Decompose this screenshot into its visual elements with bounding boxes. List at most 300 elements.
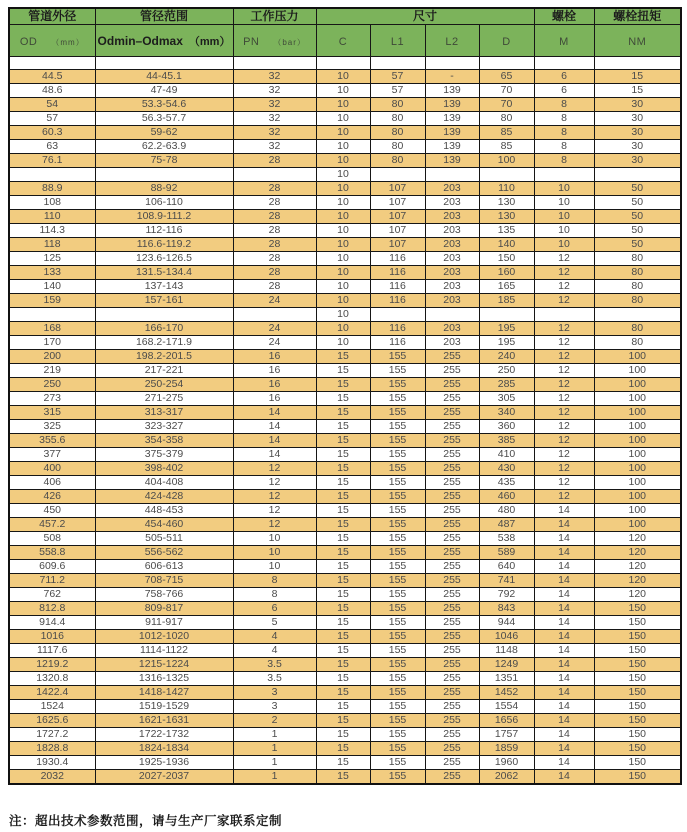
cell-od: 558.8 <box>9 546 95 560</box>
cell-pn: 28 <box>233 224 316 238</box>
cell-od-range: 1722-1732 <box>95 728 233 742</box>
cell-l2: 139 <box>425 154 479 168</box>
table-row <box>9 322 681 336</box>
cell-od: 377 <box>9 448 95 462</box>
cell-pn: 28 <box>233 182 316 196</box>
cell-l1: 116 <box>370 252 425 266</box>
cell-d <box>479 57 534 70</box>
header-d-label: D <box>502 35 511 48</box>
cell-m: 14 <box>534 686 594 700</box>
header-nm <box>594 25 681 57</box>
table-row <box>9 266 681 280</box>
cell-nm: 80 <box>594 252 681 266</box>
cell-od: 200 <box>9 350 95 364</box>
cell-od-range: 323-327 <box>95 420 233 434</box>
cell-l2: 255 <box>425 756 479 770</box>
cell-l1: 155 <box>370 672 425 686</box>
cell-od-range: 354-358 <box>95 434 233 448</box>
cell-od-range: 108.9-111.2 <box>95 210 233 224</box>
cell-od: 250 <box>9 378 95 392</box>
cell-m: 12 <box>534 434 594 448</box>
table-row <box>9 252 681 266</box>
cell-od: 1828.8 <box>9 742 95 756</box>
cell-nm: 100 <box>594 448 681 462</box>
cell-od: 118 <box>9 238 95 252</box>
cell-d: 944 <box>479 616 534 630</box>
header-c <box>316 25 370 57</box>
cell-od-range: 1215-1224 <box>95 658 233 672</box>
cell-c: 15 <box>316 686 370 700</box>
cell-od: 60.3 <box>9 126 95 140</box>
cell-pn: 16 <box>233 350 316 364</box>
cell-od-range: 47-49 <box>95 84 233 98</box>
cell-d: 1046 <box>479 630 534 644</box>
cell-od-range: 505-511 <box>95 532 233 546</box>
cell-l2: 255 <box>425 448 479 462</box>
cell-d: 150 <box>479 252 534 266</box>
cell-m: 12 <box>534 336 594 350</box>
cell-m: 8 <box>534 126 594 140</box>
cell-d: 1960 <box>479 756 534 770</box>
cell-l1: 155 <box>370 504 425 518</box>
cell-d: 305 <box>479 392 534 406</box>
cell-nm: 30 <box>594 126 681 140</box>
cell-c: 15 <box>316 756 370 770</box>
cell-l2: 255 <box>425 392 479 406</box>
cell-l1: 57 <box>370 84 425 98</box>
cell-l1: 155 <box>370 756 425 770</box>
cell-od: 76.1 <box>9 154 95 168</box>
cell-c: 15 <box>316 406 370 420</box>
cell-l2 <box>425 308 479 322</box>
table-row <box>9 84 681 98</box>
cell-m: 14 <box>534 644 594 658</box>
cell-pn: 12 <box>233 476 316 490</box>
cell-l1 <box>370 57 425 70</box>
cell-nm: 80 <box>594 336 681 350</box>
cell-l1: 155 <box>370 700 425 714</box>
cell-m: 10 <box>534 196 594 210</box>
cell-l2: 255 <box>425 770 479 785</box>
cell-pn: 24 <box>233 294 316 308</box>
cell-pn: 10 <box>233 546 316 560</box>
cell-nm: 120 <box>594 574 681 588</box>
cell-d: 85 <box>479 126 534 140</box>
cell-m: 12 <box>534 266 594 280</box>
cell-l1: 155 <box>370 574 425 588</box>
cell-pn: 28 <box>233 196 316 210</box>
table-row <box>9 574 681 588</box>
table-row <box>9 714 681 728</box>
cell-l2: 255 <box>425 742 479 756</box>
cell-od-range: 1925-1936 <box>95 756 233 770</box>
cell-c: 10 <box>316 308 370 322</box>
cell-pn: 10 <box>233 560 316 574</box>
cell-m: 14 <box>534 546 594 560</box>
cell-l1: 155 <box>370 378 425 392</box>
cell-d: 640 <box>479 560 534 574</box>
cell-nm: 150 <box>594 658 681 672</box>
table-row <box>9 700 681 714</box>
cell-od-range: 44-45.1 <box>95 70 233 84</box>
table-row <box>9 504 681 518</box>
cell-pn: 4 <box>233 644 316 658</box>
cell-l2: 255 <box>425 644 479 658</box>
cell-pn: 4 <box>233 630 316 644</box>
cell-l1: 116 <box>370 336 425 350</box>
table-row <box>9 308 681 322</box>
cell-pn: 28 <box>233 154 316 168</box>
cell-nm: 120 <box>594 588 681 602</box>
cell-l2: 255 <box>425 616 479 630</box>
header-group-dimensions: 尺寸 <box>316 8 534 25</box>
cell-pn: 28 <box>233 252 316 266</box>
cell-nm: 15 <box>594 70 681 84</box>
cell-l1: 116 <box>370 266 425 280</box>
header-nm-label: NM <box>628 35 647 48</box>
cell-m: 14 <box>534 504 594 518</box>
cell-d: 1757 <box>479 728 534 742</box>
cell-od: 812.8 <box>9 602 95 616</box>
table-row <box>9 112 681 126</box>
cell-m: 14 <box>534 588 594 602</box>
cell-c: 15 <box>316 448 370 462</box>
cell-od-range: 758-766 <box>95 588 233 602</box>
cell-pn: 1 <box>233 770 316 785</box>
cell-l2 <box>425 168 479 182</box>
cell-od-range: 606-613 <box>95 560 233 574</box>
table-row <box>9 518 681 532</box>
cell-od: 1016 <box>9 630 95 644</box>
cell-od: 325 <box>9 420 95 434</box>
cell-nm: 80 <box>594 322 681 336</box>
cell-d: 285 <box>479 378 534 392</box>
table-row <box>9 98 681 112</box>
cell-d: 130 <box>479 196 534 210</box>
cell-c: 15 <box>316 378 370 392</box>
cell-od-range: 59-62 <box>95 126 233 140</box>
cell-l1: 155 <box>370 532 425 546</box>
table-header <box>9 8 681 57</box>
cell-nm: 120 <box>594 532 681 546</box>
header-od <box>9 25 95 57</box>
cell-od-range: 809-817 <box>95 602 233 616</box>
cell-od-range: 1519-1529 <box>95 700 233 714</box>
table-row <box>9 224 681 238</box>
header-od-range-label: Odmin–Odmax <box>97 33 183 48</box>
cell-l1: 155 <box>370 630 425 644</box>
cell-c <box>316 57 370 70</box>
cell-c: 15 <box>316 700 370 714</box>
cell-l1: 155 <box>370 658 425 672</box>
cell-l1: 155 <box>370 602 425 616</box>
cell-od: 400 <box>9 462 95 476</box>
cell-m: 12 <box>534 448 594 462</box>
cell-c: 15 <box>316 420 370 434</box>
cell-c: 10 <box>316 294 370 308</box>
cell-od: 1117.6 <box>9 644 95 658</box>
cell-pn: 14 <box>233 406 316 420</box>
cell-od-range: 1621-1631 <box>95 714 233 728</box>
cell-nm: 30 <box>594 112 681 126</box>
cell-l2: 203 <box>425 266 479 280</box>
cell-od-range: 62.2-63.9 <box>95 140 233 154</box>
cell-od: 54 <box>9 98 95 112</box>
cell-m: 10 <box>534 182 594 196</box>
cell-d: 140 <box>479 238 534 252</box>
cell-pn: 1 <box>233 756 316 770</box>
cell-d: 460 <box>479 490 534 504</box>
cell-c: 15 <box>316 630 370 644</box>
cell-c: 10 <box>316 182 370 196</box>
cell-pn: 32 <box>233 126 316 140</box>
table-row <box>9 546 681 560</box>
cell-pn: 1 <box>233 742 316 756</box>
cell-pn: 12 <box>233 462 316 476</box>
cell-l2: 255 <box>425 518 479 532</box>
cell-l2: 139 <box>425 140 479 154</box>
cell-m: 14 <box>534 532 594 546</box>
cell-d: 843 <box>479 602 534 616</box>
cell-nm: 100 <box>594 518 681 532</box>
cell-od-range <box>95 57 233 70</box>
cell-od <box>9 57 95 70</box>
cell-od: 315 <box>9 406 95 420</box>
cell-l2: 139 <box>425 126 479 140</box>
cell-od: 711.2 <box>9 574 95 588</box>
cell-l1: 80 <box>370 112 425 126</box>
cell-m: 12 <box>534 462 594 476</box>
table-row <box>9 168 681 182</box>
cell-l2: 139 <box>425 98 479 112</box>
cell-od: 114.3 <box>9 224 95 238</box>
cell-m: 12 <box>534 364 594 378</box>
table-row <box>9 672 681 686</box>
cell-l1: 80 <box>370 140 425 154</box>
cell-c: 10 <box>316 112 370 126</box>
cell-c: 10 <box>316 266 370 280</box>
cell-nm: 50 <box>594 224 681 238</box>
cell-l1: 155 <box>370 490 425 504</box>
cell-od: 1320.8 <box>9 672 95 686</box>
table-row <box>9 686 681 700</box>
cell-m: 14 <box>534 714 594 728</box>
cell-l2: 203 <box>425 238 479 252</box>
cell-pn: 3.5 <box>233 672 316 686</box>
cell-pn <box>233 168 316 182</box>
table-row <box>9 182 681 196</box>
cell-c: 10 <box>316 238 370 252</box>
cell-l1: 155 <box>370 462 425 476</box>
cell-l2 <box>425 57 479 70</box>
table-row <box>9 742 681 756</box>
cell-l1: 155 <box>370 686 425 700</box>
header-l1 <box>370 25 425 57</box>
cell-od <box>9 168 95 182</box>
cell-l2: 203 <box>425 322 479 336</box>
cell-nm: 100 <box>594 476 681 490</box>
cell-c: 15 <box>316 770 370 785</box>
table-row <box>9 238 681 252</box>
cell-od-range: 448-453 <box>95 504 233 518</box>
cell-od: 914.4 <box>9 616 95 630</box>
cell-l1: 155 <box>370 476 425 490</box>
cell-c: 15 <box>316 644 370 658</box>
cell-od-range: 166-170 <box>95 322 233 336</box>
cell-l2: 255 <box>425 658 479 672</box>
cell-c: 15 <box>316 574 370 588</box>
cell-nm: 120 <box>594 546 681 560</box>
cell-l2: 255 <box>425 434 479 448</box>
cell-nm: 80 <box>594 294 681 308</box>
cell-m: 14 <box>534 756 594 770</box>
cell-m: 14 <box>534 742 594 756</box>
cell-c: 10 <box>316 210 370 224</box>
cell-l1: 155 <box>370 420 425 434</box>
cell-pn: 2 <box>233 714 316 728</box>
cell-c: 15 <box>316 658 370 672</box>
header-c-label: C <box>338 35 348 48</box>
cell-nm: 50 <box>594 182 681 196</box>
cell-l2: 255 <box>425 574 479 588</box>
cell-d: 70 <box>479 84 534 98</box>
header-group-row <box>9 8 681 25</box>
cell-d <box>479 308 534 322</box>
cell-m: 12 <box>534 252 594 266</box>
cell-c: 10 <box>316 224 370 238</box>
cell-od: 609.6 <box>9 560 95 574</box>
cell-nm: 150 <box>594 756 681 770</box>
cell-l2: 255 <box>425 504 479 518</box>
cell-d: 1859 <box>479 742 534 756</box>
cell-od-range <box>95 168 233 182</box>
header-group-bolt: 螺栓 <box>534 8 594 25</box>
cell-nm: 150 <box>594 770 681 785</box>
cell-l1: 107 <box>370 210 425 224</box>
cell-pn: 32 <box>233 112 316 126</box>
cell-pn: 24 <box>233 322 316 336</box>
cell-d: 240 <box>479 350 534 364</box>
cell-l1: 155 <box>370 546 425 560</box>
cell-nm: 150 <box>594 700 681 714</box>
cell-l1: 155 <box>370 770 425 785</box>
table-row <box>9 294 681 308</box>
cell-m: 8 <box>534 98 594 112</box>
cell-l1: 80 <box>370 154 425 168</box>
cell-d: 70 <box>479 98 534 112</box>
cell-l2: 255 <box>425 406 479 420</box>
cell-nm: 150 <box>594 602 681 616</box>
cell-l2: 255 <box>425 364 479 378</box>
table-row <box>9 420 681 434</box>
cell-d: 195 <box>479 322 534 336</box>
cell-od-range <box>95 308 233 322</box>
header-d <box>479 25 534 57</box>
cell-l2: 255 <box>425 630 479 644</box>
cell-pn: 14 <box>233 434 316 448</box>
cell-od: 355.6 <box>9 434 95 448</box>
cell-od: 88.9 <box>9 182 95 196</box>
cell-od-range: 198.2-201.5 <box>95 350 233 364</box>
cell-c: 15 <box>316 476 370 490</box>
cell-d: 1554 <box>479 700 534 714</box>
cell-od-range: 250-254 <box>95 378 233 392</box>
cell-pn: 1 <box>233 728 316 742</box>
cell-l2: 255 <box>425 546 479 560</box>
table-row <box>9 728 681 742</box>
cell-pn: 28 <box>233 280 316 294</box>
cell-l2: 255 <box>425 476 479 490</box>
cell-od: 406 <box>9 476 95 490</box>
cell-pn: 8 <box>233 574 316 588</box>
cell-l2: 255 <box>425 462 479 476</box>
cell-od: 426 <box>9 490 95 504</box>
cell-l1: 155 <box>370 616 425 630</box>
table-row <box>9 658 681 672</box>
cell-od: 450 <box>9 504 95 518</box>
cell-l1: 155 <box>370 434 425 448</box>
cell-od: 140 <box>9 280 95 294</box>
cell-od: 273 <box>9 392 95 406</box>
cell-nm <box>594 57 681 70</box>
table-row <box>9 154 681 168</box>
table-row <box>9 210 681 224</box>
table-row <box>9 560 681 574</box>
cell-l1: 155 <box>370 364 425 378</box>
cell-m: 14 <box>534 658 594 672</box>
cell-d: 185 <box>479 294 534 308</box>
table-row <box>9 602 681 616</box>
cell-d: 165 <box>479 280 534 294</box>
cell-d: 1656 <box>479 714 534 728</box>
cell-d: 195 <box>479 336 534 350</box>
cell-od: 1524 <box>9 700 95 714</box>
cell-l1: 155 <box>370 728 425 742</box>
cell-nm: 150 <box>594 644 681 658</box>
cell-c: 15 <box>316 616 370 630</box>
cell-nm: 100 <box>594 364 681 378</box>
cell-pn <box>233 308 316 322</box>
cell-d: 410 <box>479 448 534 462</box>
cell-od-range: 75-78 <box>95 154 233 168</box>
cell-m: 14 <box>534 672 594 686</box>
cell-nm: 150 <box>594 728 681 742</box>
cell-m: 6 <box>534 84 594 98</box>
cell-nm: 150 <box>594 630 681 644</box>
cell-pn: 8 <box>233 588 316 602</box>
cell-nm: 150 <box>594 672 681 686</box>
cell-od: 2032 <box>9 770 95 785</box>
cell-nm <box>594 308 681 322</box>
cell-od: 1727.2 <box>9 728 95 742</box>
cell-l2: 255 <box>425 560 479 574</box>
cell-l1: 155 <box>370 644 425 658</box>
cell-m: 12 <box>534 280 594 294</box>
cell-d: 589 <box>479 546 534 560</box>
table-row <box>9 434 681 448</box>
cell-m: 14 <box>534 728 594 742</box>
cell-od: 457.2 <box>9 518 95 532</box>
cell-c: 15 <box>316 392 370 406</box>
cell-od-range: 398-402 <box>95 462 233 476</box>
cell-od: 508 <box>9 532 95 546</box>
cell-l1: 155 <box>370 392 425 406</box>
cell-l2: 203 <box>425 280 479 294</box>
cell-c: 15 <box>316 518 370 532</box>
cell-d: 385 <box>479 434 534 448</box>
cell-c: 10 <box>316 336 370 350</box>
cell-c: 15 <box>316 504 370 518</box>
